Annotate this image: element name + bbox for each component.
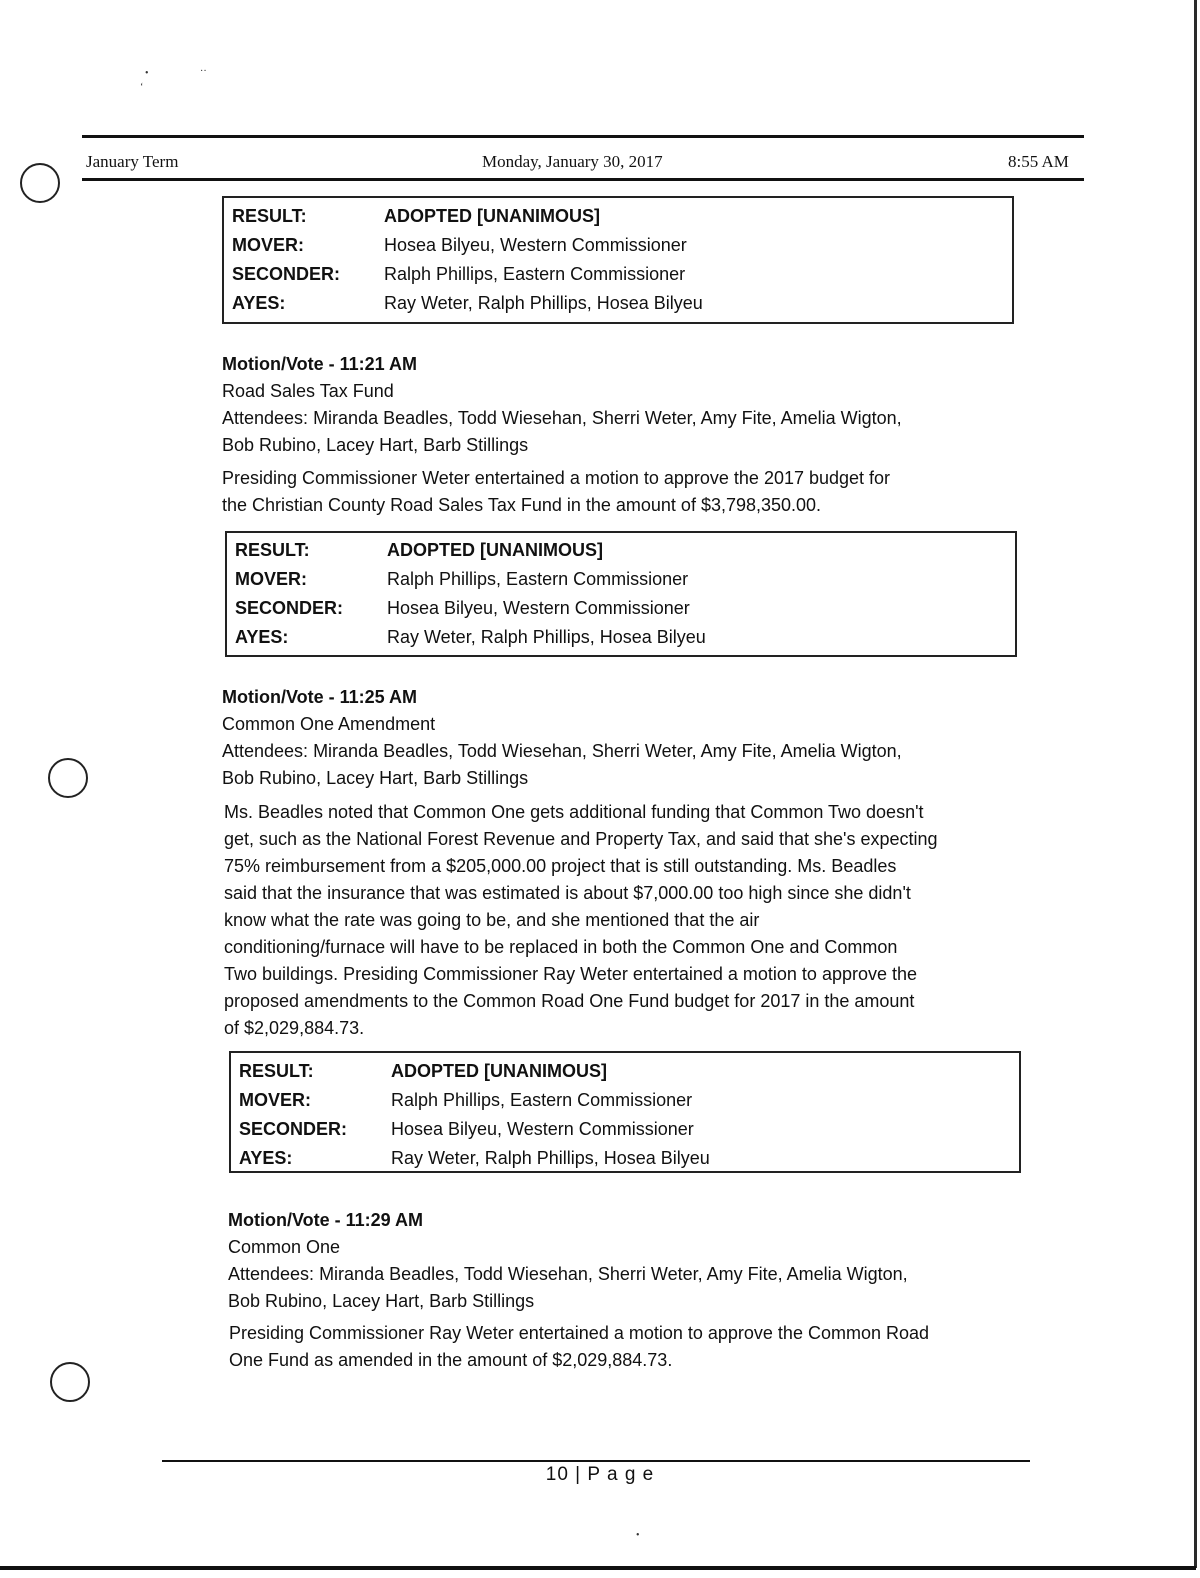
- body-line: of $2,029,884.73.: [224, 1018, 365, 1038]
- vote-result-row: [239, 1061, 607, 1082]
- ayes-value: Ray Weter, Ralph Phillips, Hosea Bilyeu: [387, 627, 706, 647]
- mover-label: MOVER:: [235, 569, 307, 589]
- mover-value: Ralph Phillips, Eastern Commissioner: [387, 569, 689, 589]
- punch-hole: [48, 758, 88, 798]
- scan-edge-bottom: [0, 1566, 1196, 1570]
- mover-label: MOVER:: [232, 235, 304, 255]
- mover-value: Hosea Bilyeu, Western Commissioner: [384, 235, 687, 255]
- body-line: One Fund as amended in the amount of $2,029,884.73.: [229, 1350, 673, 1370]
- attendees-line: Attendees: Miranda Beadles, Todd Wiesehan, Sherri Weter, Amy Fite, Amelia Wigton,: [222, 408, 902, 428]
- attendees-line: Attendees: Miranda Beadles, Todd Wiesehan, Sherri Weter, Amy Fite, Amelia Wigton,: [228, 1264, 908, 1284]
- attendees-line: Bob Rubino, Lacey Hart, Barb Stillings: [222, 768, 529, 788]
- motion-title: Common One Amendment: [222, 714, 436, 734]
- header-rule-bottom: [82, 178, 1084, 181]
- vote-mover-row: [235, 569, 688, 590]
- body-line: know what the rate was going to be, and she mentioned that the air: [224, 910, 760, 930]
- vote-result-box: [229, 1051, 1021, 1173]
- vote-seconder-row: [235, 598, 690, 619]
- header-rule-top: [82, 135, 1084, 138]
- seconder-label: SECONDER:: [239, 1119, 348, 1139]
- punch-hole: [50, 1362, 90, 1402]
- body-line: Presiding Commissioner Ray Weter entertained a motion to approve the Common Road: [229, 1323, 930, 1343]
- vote-mover-row: [232, 235, 687, 256]
- vote-result-row: [235, 540, 603, 561]
- page-number: 10 | P a g e: [545, 1464, 655, 1485]
- motion-section: [222, 351, 1022, 459]
- motion-body: [224, 799, 1024, 1042]
- result-label: RESULT:: [235, 540, 310, 560]
- result-label: RESULT:: [232, 206, 307, 226]
- ayes-label: AYES:: [239, 1148, 293, 1168]
- attendees-line: Attendees: Miranda Beadles, Todd Wiesehan, Sherri Weter, Amy Fite, Amelia Wigton,: [222, 741, 902, 761]
- body-line: 75% reimbursement from a $205,000.00 project that is still outstanding. Ms. Beadles: [224, 856, 897, 876]
- mover-value: Ralph Phillips, Eastern Commissioner: [391, 1090, 693, 1110]
- body-line: get, such as the National Forest Revenue and Property Tax, and said that she's expecting: [224, 829, 938, 849]
- header-time: 8:55 AM: [1008, 152, 1069, 171]
- ayes-label: AYES:: [235, 627, 289, 647]
- vote-seconder-row: [239, 1119, 694, 1140]
- seconder-value: Hosea Bilyeu, Western Commissioner: [387, 598, 690, 618]
- scan-speck: ‘: [140, 82, 144, 93]
- scan-speck: •: [636, 1530, 640, 1541]
- result-label: RESULT:: [239, 1061, 314, 1081]
- vote-ayes-row: [239, 1148, 710, 1169]
- motion-heading: Motion/Vote - 11:25 AM: [222, 687, 418, 707]
- body-line: the Christian County Road Sales Tax Fund in the amount of $3,798,350.00.: [222, 495, 822, 515]
- ayes-label: AYES:: [232, 293, 286, 313]
- motion-body: [229, 1320, 1029, 1374]
- motion-heading: Motion/Vote - 11:21 AM: [222, 354, 418, 374]
- vote-mover-row: [239, 1090, 692, 1111]
- header-term: January Term: [86, 152, 179, 171]
- vote-result-box: [222, 196, 1014, 324]
- result-value: ADOPTED [UNANIMOUS]: [391, 1061, 607, 1081]
- vote-seconder-row: [232, 264, 685, 285]
- vote-result-row: [232, 206, 600, 227]
- attendees-line: Bob Rubino, Lacey Hart, Barb Stillings: [222, 435, 529, 455]
- vote-ayes-row: [235, 627, 706, 648]
- attendees-line: Bob Rubino, Lacey Hart, Barb Stillings: [228, 1291, 535, 1311]
- body-line: Presiding Commissioner Weter entertained a motion to approve the 2017 budget for: [222, 468, 891, 488]
- body-line: conditioning/furnace will have to be replaced in both the Common One and Common: [224, 937, 898, 957]
- result-value: ADOPTED [UNANIMOUS]: [384, 206, 600, 226]
- motion-section: [222, 684, 1022, 792]
- seconder-value: Ralph Phillips, Eastern Commissioner: [384, 264, 686, 284]
- ayes-value: Ray Weter, Ralph Phillips, Hosea Bilyeu: [384, 293, 703, 313]
- body-line: Two buildings. Presiding Commissioner Ray Weter entertained a motion to approve the: [224, 964, 918, 984]
- footer-rule: [162, 1460, 1030, 1462]
- seconder-label: SECONDER:: [235, 598, 344, 618]
- body-line: said that the insurance that was estimated is about $7,000.00 too high since she didn't: [224, 883, 911, 903]
- result-value: ADOPTED [UNANIMOUS]: [387, 540, 603, 560]
- scan-edge-right: [1194, 0, 1197, 1568]
- motion-body: [222, 465, 1022, 519]
- mover-label: MOVER:: [239, 1090, 311, 1110]
- body-line: proposed amendments to the Common Road One Fund budget for 2017 in the amount: [224, 991, 915, 1011]
- motion-title: Road Sales Tax Fund: [222, 381, 394, 401]
- vote-ayes-row: [232, 293, 703, 314]
- motion-heading: Motion/Vote - 11:29 AM: [228, 1210, 424, 1230]
- body-line: Ms. Beadles noted that Common One gets additional funding that Common Two doesn't: [224, 802, 924, 822]
- motion-title: Common One: [228, 1237, 341, 1257]
- punch-hole: [20, 163, 60, 203]
- vote-result-box: [225, 531, 1017, 657]
- scan-speck: •: [145, 68, 149, 79]
- motion-section: [228, 1207, 1028, 1315]
- ayes-value: Ray Weter, Ralph Phillips, Hosea Bilyeu: [391, 1148, 710, 1168]
- seconder-label: SECONDER:: [232, 264, 341, 284]
- seconder-value: Hosea Bilyeu, Western Commissioner: [391, 1119, 694, 1139]
- scan-speck: ··: [200, 66, 207, 77]
- header-date: Monday, January 30, 2017: [482, 152, 663, 171]
